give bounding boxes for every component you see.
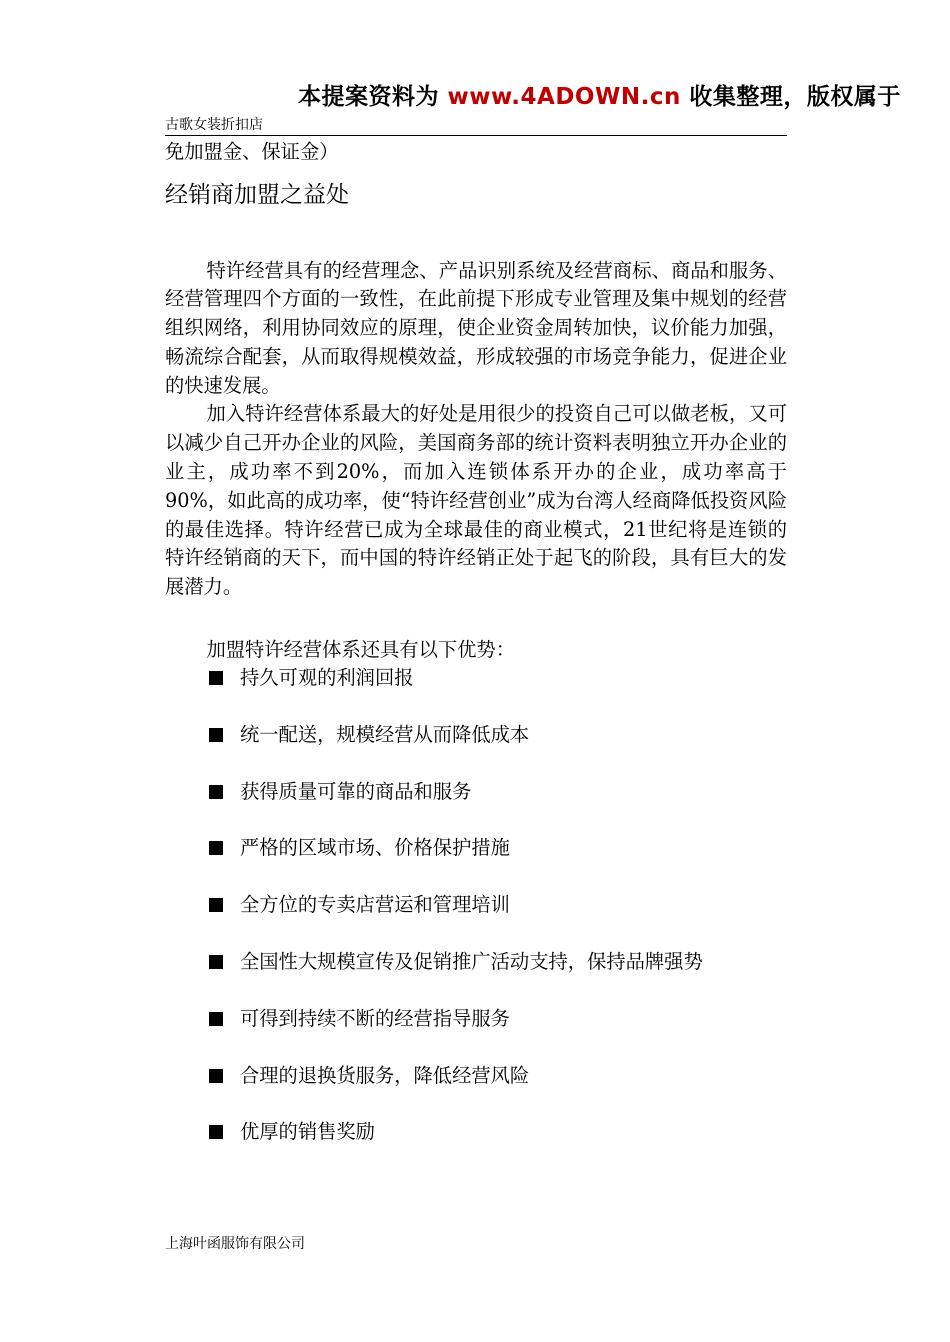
advantage-text: 合理的退换货服务，降低经营风险 [240, 1063, 530, 1087]
list-item [209, 1062, 787, 1090]
list-item [209, 948, 787, 976]
square-bullet-icon [209, 955, 223, 969]
footer-company: 上海叶函服饰有限公司 [165, 1236, 305, 1252]
page-header [165, 115, 787, 136]
advantage-text: 严格的区域市场、价格保护措施 [240, 836, 510, 860]
advantages-intro: 加盟特许经营体系还具有以下优势： [206, 638, 515, 662]
advantage-text: 持久可观的利润回报 [240, 666, 414, 690]
advantages-list [209, 664, 787, 1146]
list-item [209, 834, 787, 862]
paragraph-franchise-intro: 特许经营具有的经营理念、产品识别系统及经营商标、商品和服务、经营管理四个方面的一致性，在此前提下形成专业管理及集中规划的经营组织网络，利用协同效应的原理，使企业资金周转加快，议价能力加强，畅流综合配套，从而取得规模效益，形成较强的市场竞争能力，促进企业的快速发展。 [165, 258, 787, 397]
square-bullet-icon [209, 1069, 223, 1083]
page-footer [165, 1235, 305, 1253]
advantage-text: 可得到持续不断的经营指导服务 [240, 1006, 510, 1030]
list-item [209, 778, 787, 806]
section-title: 经销商加盟之益处 [165, 181, 349, 208]
advantage-text: 获得质量可靠的商品和服务 [240, 779, 472, 803]
advantage-text: 全方位的专卖店营运和管理培训 [240, 893, 510, 917]
square-bullet-icon [209, 841, 223, 855]
list-item [209, 721, 787, 749]
watermark-url[interactable]: www.4ADOWN.cn [447, 84, 681, 110]
watermark-prefix: 本提案资料为 [298, 84, 439, 110]
list-item [209, 664, 787, 692]
page-body [165, 138, 787, 1175]
advantage-text: 全国性大规模宣传及促销推广活动支持，保持品牌强势 [240, 950, 703, 974]
square-bullet-icon [209, 898, 223, 912]
advantage-text: 统一配送，规模经营从而降低成本 [240, 722, 530, 746]
watermark-suffix: 收集整理，版权属于 [689, 84, 901, 110]
square-bullet-icon [209, 728, 223, 742]
advantage-text: 优厚的销售奖励 [240, 1120, 375, 1144]
list-item [209, 1005, 787, 1033]
square-bullet-icon [209, 671, 223, 685]
list-item [209, 891, 787, 919]
list-item [209, 1118, 787, 1146]
continuation-text: 免加盟金、保证金） [165, 140, 339, 163]
square-bullet-icon [209, 785, 223, 799]
square-bullet-icon [209, 1125, 223, 1139]
header-store-name: 古歌女装折扣店 [165, 117, 263, 133]
paragraph-franchise-benefits: 加入特许经营体系最大的好处是用很少的投资自己可以做老板，又可以减少自己开办企业的风险，美国商务部的统计资料表明独立开办企业的业主，成功率不到20%，而加入连锁体系开办的企业，成功率高于90%，如此高的成功率，使“特许经营创业”成为台湾人经商降低投资风险的最佳选择。特许经营已成为全球最佳的商业模式，21世纪将是连锁的特许经销商的天下，而中国的特许经销正处于起飞的阶段，具有巨大的发展潜力。 [165, 402, 787, 599]
watermark-banner [298, 80, 901, 114]
square-bullet-icon [209, 1012, 223, 1026]
